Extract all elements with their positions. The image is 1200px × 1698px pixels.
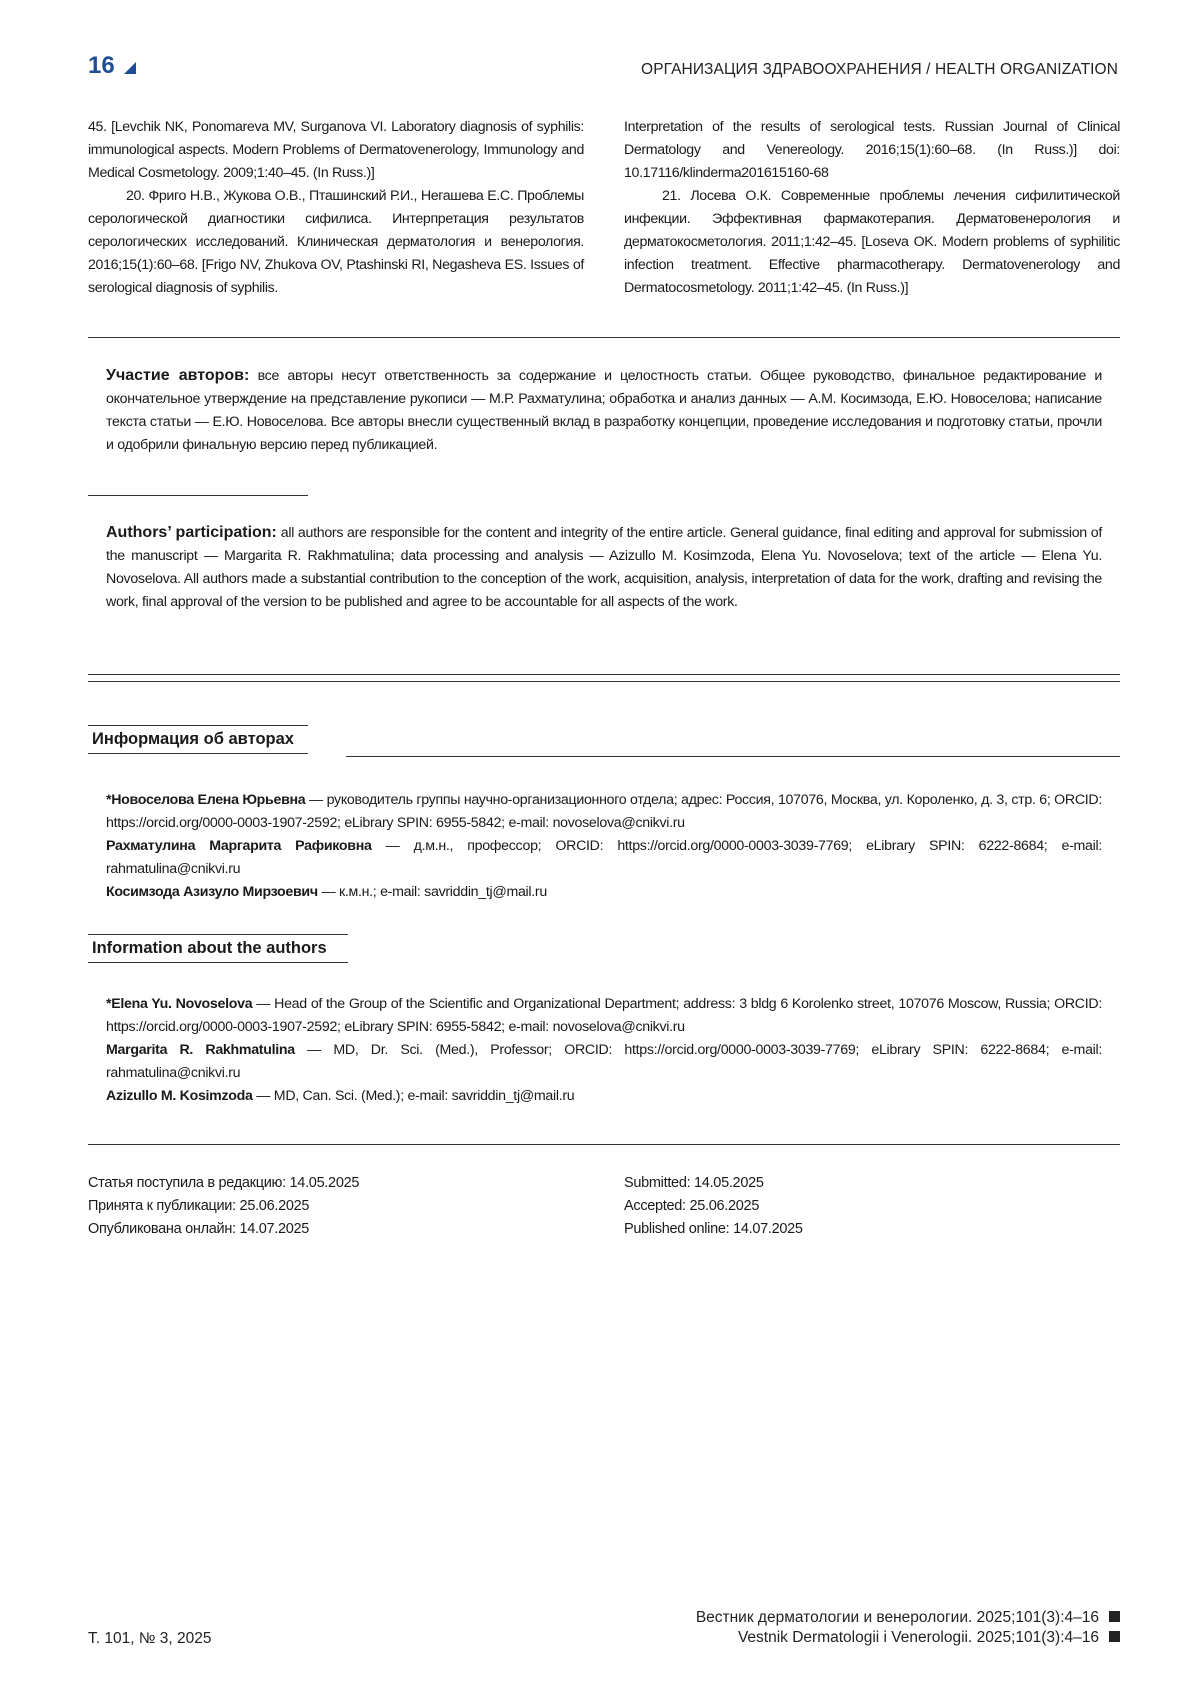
heading-rule <box>346 756 1120 757</box>
date-published: Published online: 14.07.2025 <box>624 1221 803 1237</box>
author-entry <box>106 1039 1102 1085</box>
participation-ru-text: все авторы несут ответственность за содержание и целостность статьи. Общее руководство, финальное редактирование и окончательное утверждение на представление рукописи — М.Р. Рахматулина; обработка и анализ данных — А.М. Косимзода, Е.Ю. Новоселова; написание текста статьи — Е.Ю. Новоселова. Все авторы внесли существенный вклад в разработку концепции, проведение исследования и подготовку статьи, прочли и одобрили финальную версию перед публикацией. <box>106 368 1102 453</box>
page-corner-mark-icon <box>124 62 136 74</box>
author-name: Косимзода Азизуло Мирзоевич <box>106 884 318 900</box>
running-header: ОРГАНИЗАЦИЯ ЗДРАВООХРАНЕНИЯ / HEALTH ORGANIZATION <box>641 61 1118 78</box>
author-name: Azizullo M. Kosimzoda <box>106 1088 253 1104</box>
reference-20-continued: Interpretation of the results of serological tests. Russian Journal of Clinical Dermatology and Venereology. 2016;15(1):60–68. (In Russ.)] doi: 10.17116/klinderma201615160-68 <box>624 119 1120 181</box>
participation-ru-label: Участие авторов: <box>106 367 250 384</box>
date-received: Статья поступила в редакцию: 14.05.2025 <box>88 1175 360 1191</box>
author-entry <box>106 993 1102 1039</box>
author-name: Рахматулина Маргарита Рафиковна <box>106 838 372 854</box>
references-right-column <box>624 116 1120 300</box>
author-details: — Head of the Group of the Scientific and Organizational Department; address: 3 bldg 6 Korolenko street, 107076 Moscow, Russia; ORCID: https://orcid.org/0000-0003-1907-2592; eLibrary SPIN: 6955-5842; e-mail: novoselova@cnikvi.ru <box>106 996 1102 1035</box>
author-entry <box>106 789 1102 835</box>
citation-ru: Вестник дерматологии и венерологии. 2025;101(3):4–16 <box>695 1609 1099 1626</box>
divider <box>88 1144 1120 1145</box>
author-details: — MD, Dr. Sci. (Med.), Professor; ORCID: https://orcid.org/0000-0003-3039-7769; eLibrary SPIN: 6222-8684; e-mail: rahmatulina@cnikvi.ru <box>106 1042 1103 1081</box>
square-bullet-icon <box>1109 1631 1120 1642</box>
reference-45-continued: 45. [Levchik NK, Ponomareva MV, Surganova VI. Laboratory diagnosis of syphilis: immunological aspects. Modern Problems of Dermatovenerology, Immunology and Medical Cosmetology. 2009;1:40–45. (In Russ.)] <box>88 119 584 181</box>
square-bullet-icon <box>1109 1611 1120 1622</box>
reference-20: 20. Фриго Н.В., Жукова О.В., Пташинский Р.И., Негашева Е.С. Проблемы серологической диагностики сифилиса. Интерпретация результатов серологических исследований. Клиническая дерматология и венерология. 2016;15(1):60–68. [Frigo NV, Zhukova OV, Ptashinski RI, Negasheva ES. Issues of serological diagnosis of syphilis. <box>88 188 584 296</box>
page-number: 16 <box>88 52 115 79</box>
author-entry <box>106 881 1102 904</box>
double-divider-bottom <box>88 681 1120 682</box>
date-received: Submitted: 14.05.2025 <box>624 1175 764 1191</box>
author-details: — MD, Can. Sci. (Med.); e-mail: savriddin_tj@mail.ru <box>252 1088 575 1104</box>
author-name: *Elena Yu. Novoselova <box>106 996 253 1012</box>
footer-citation <box>696 1608 1120 1648</box>
authors-info-en <box>106 993 1102 1108</box>
footer-citation-ru-line <box>696 1608 1120 1628</box>
date-accepted: Accepted: 25.06.2025 <box>624 1198 760 1214</box>
references-left-column <box>88 116 584 300</box>
author-entry <box>106 835 1102 881</box>
author-details: — к.м.н.; e-mail: savriddin_tj@mail.ru <box>317 884 547 900</box>
reference-21: 21. Лосева О.К. Современные проблемы лечения сифилитической инфекции. Эффективная фармакотерапия. Дерматовенерология и дерматокосметология. 2011;1:42–45. [Loseva OK. Modern problems of syphilitic infection treatment. Effective pharmacotherapy. Dermatovenerology and Dermatocosmetology. 2011;1:42–45. (In Russ.)] <box>624 188 1120 296</box>
authors-info-en-heading: Information about the authors <box>88 934 348 963</box>
authors-info-ru <box>106 789 1102 904</box>
footer-volume: Т. 101, № 3, 2025 <box>88 1630 212 1647</box>
author-details: — руководитель группы научно-организационного отдела; адрес: Россия, 107076, Москва, ул. Короленко, д. 3, стр. 6; ORCID: https://orcid.org/0000-0003-1907-2592; eLibrary SPIN: 6955-5842; e-mail: novoselova@cnikvi.ru <box>106 792 1103 831</box>
dates-en <box>624 1172 1120 1241</box>
short-divider <box>88 495 308 496</box>
author-details: — д.м.н., профессор; ORCID: https://orcid.org/0000-0003-3039-7769; eLibrary SPIN: 6222-8684; e-mail: rahmatulina@cnikvi.ru <box>106 838 1102 877</box>
author-name: Margarita R. Rakhmatulina <box>106 1042 295 1058</box>
participation-en-label: Authors’ participation: <box>106 524 277 541</box>
date-published: Опубликована онлайн: 14.07.2025 <box>88 1221 310 1237</box>
author-name: *Новоселова Елена Юрьевна <box>106 792 306 808</box>
double-divider-top <box>88 674 1120 675</box>
author-entry <box>106 1085 1102 1108</box>
authors-participation-ru <box>106 364 1102 457</box>
authors-participation-en <box>106 521 1102 614</box>
participation-en-text: all authors are responsible for the content and integrity of the entire article. General guidance, final editing and approval for submission of the manuscript — Margarita R. Rakhmatulina; data processing and analysis — Azizullo M. Kosimzoda, Elena Yu. Novoselova; text of the article — Elena Yu. Novoselova. All authors made a substantial contribution to the conception of the work, acquisition, analysis, interpretation of data for the work, drafting and revising the work, final approval of the version to be published and agree to be accountable for all aspects of the work. <box>106 525 1102 610</box>
citation-en: Vestnik Dermatologii i Venerologii. 2025;101(3):4–16 <box>737 1629 1099 1646</box>
footer-citation-en-line <box>696 1628 1120 1648</box>
dates-ru <box>88 1172 588 1241</box>
divider <box>88 337 1120 338</box>
date-accepted: Принята к публикации: 25.06.2025 <box>88 1198 310 1214</box>
authors-info-ru-heading: Информация об авторах <box>88 725 308 754</box>
